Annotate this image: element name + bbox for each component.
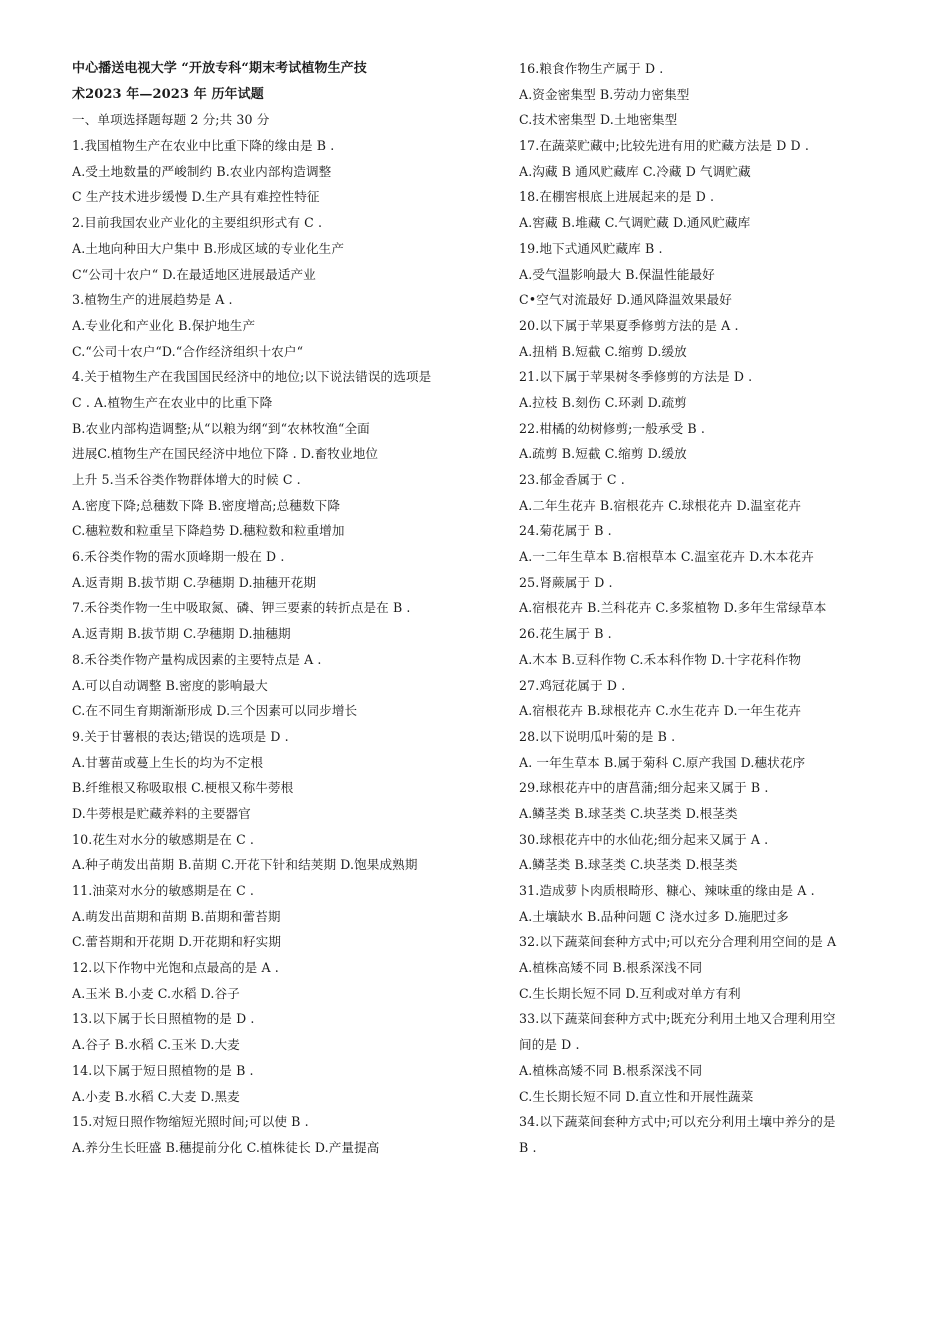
right-column [519, 56, 889, 1161]
text-line: A.谷子 B.水稻 C.玉米 D.大麦 [72, 1037, 240, 1053]
text-line: 13.以下属于长日照植物的是 D . [72, 1011, 255, 1027]
text-line: C“公司十农户“ D.在最适地区进展最适产业 [72, 266, 316, 282]
text-line: 11.油菜对水分的敏感期是在 C . [72, 883, 255, 898]
text-line: D.牛蒡根是贮藏养料的主要器官 [72, 805, 251, 821]
text-line: 33.以下蔬菜间套种方式中;既充分利用土地又合理利用空 [519, 1011, 836, 1027]
text-line: 20.以下属于苹果夏季修剪方法的是 A . [519, 317, 739, 333]
text-line: 22.柑橘的幼树修剪;一般承受 B . [519, 420, 705, 436]
text-line: A.玉米 B.小麦 C.水稻 D.谷子 [72, 985, 240, 1001]
text-line: C.蕾苔期和开花期 D.开花期和籽实期 [72, 934, 282, 950]
text-line: A.沟藏 B 通风贮藏库 C.冷藏 D 气调贮藏 [519, 163, 751, 179]
text-line: 8.禾谷类作物产量构成因素的主要特点是 A . [72, 651, 322, 667]
text-line: 32.以下蔬菜间套种方式中;可以充分合理利用空间的是 A [519, 934, 837, 950]
text-line: A.受土地数量的严峻制约 B.农业内部构造调整 [72, 163, 332, 179]
text-line: A.窖藏 B.堆藏 C.气调贮藏 D.通风贮藏库 [519, 215, 751, 231]
text-line: 29.球根花卉中的唐菖蒲;细分起来又属于 B . [519, 780, 769, 796]
text-line: 进展C.植物生产在国民经济中地位下降 . D.畜牧业地位 [72, 446, 379, 462]
text-line: A.一二年生草本 B.宿根草本 C.温室花卉 D.木本花卉 [519, 549, 814, 565]
text-line: C . A.植物生产在农业中的比重下降 [72, 394, 273, 410]
text-line: 31.造成萝卜肉质根畸形、糠心、辣味重的缘由是 A . [519, 883, 815, 898]
text-line: 12.以下作物中光饱和点最高的是 A . [72, 960, 279, 976]
text-line: 间的是 D . [519, 1037, 580, 1053]
text-line: A.土地向种田大户集中 B.形成区域的专业化生产 [72, 240, 345, 256]
text-line: 4.关于植物生产在我国国民经济中的地位;以下说法错误的选项是 [72, 369, 432, 385]
text-line: C.技术密集型 D.土地密集型 [519, 112, 678, 128]
text-line: A.宿根花卉 B.兰科花卉 C.多浆植物 D.多年生常绿草本 [519, 600, 827, 616]
text-line: 24.菊花属于 B . [519, 523, 612, 539]
text-line: C.“公司十农户“D.“合作经济组织十农户“ [72, 343, 304, 359]
text-line: A.专业化和产业化 B.保护地生产 [72, 317, 256, 333]
text-line: 30.球根花卉中的水仙花;细分起来又属于 A . [519, 831, 769, 847]
text-line: A. 一年生草本 B.属于菊科 C.原产我国 D.穗状花序 [519, 754, 806, 770]
text-line: A.拉枝 B.刻伤 C.环剥 D.疏剪 [519, 394, 687, 410]
text-line: C.穗粒数和粒重呈下降趋势 D.穗粒数和粒重增加 [72, 523, 345, 539]
text-line: B.纤维根又称吸取根 C.梗根又称牛蒡根 [72, 780, 294, 796]
text-line: A.扭梢 B.短截 C.缩剪 D.缓放 [519, 343, 687, 359]
text-line: A.萌发出苗期和苗期 B.苗期和蕾苔期 [72, 908, 281, 924]
text-line: A.甘薯苗或蔓上生长的均为不定根 [72, 754, 264, 770]
document-title-line: 中心播送电视大学 “开放专科“期末考试植物生产技 [72, 61, 367, 76]
text-line: 3.植物生产的进展趋势是 A . [72, 292, 233, 308]
text-line: A.资金密集型 B.劳动力密集型 [519, 86, 690, 102]
text-line: 28.以下说明瓜叶菊的是 B . [519, 728, 676, 744]
text-line: C.在不同生育期渐渐形成 D.三个因素可以同步增长 [72, 703, 358, 719]
text-line: 2.目前我国农业产业化的主要组织形式有 C . [72, 215, 323, 231]
text-line: 25.肾蕨属于 D . [519, 574, 613, 590]
text-line: A.宿根花卉 B.球根花卉 C.水生花卉 D.一年生花卉 [519, 703, 802, 719]
left-column [72, 56, 490, 1161]
text-line: B.农业内部构造调整;从“以粮为纲“到“农林牧渔“全面 [72, 420, 370, 436]
text-line: 19.地下式通风贮藏库 B . [519, 240, 663, 256]
text-line: 9.关于甘薯根的表达;错误的选项是 D . [72, 728, 289, 744]
text-line: C.生长期长短不同 D.直立性和开展性蔬菜 [519, 1088, 754, 1104]
text-line: 10.花生对水分的敏感期是在 C . [72, 831, 255, 847]
text-line: A.小麦 B.水稻 C.大麦 D.黑麦 [72, 1088, 240, 1104]
text-line: 一、单项选择题每题 2 分;共 30 分 [72, 112, 270, 128]
text-line: A.返青期 B.拔节期 C.孕穗期 D.抽穗期 [72, 626, 291, 642]
text-line: 17.在蔬菜贮藏中;比较先进有用的贮藏方法是 D D . [519, 138, 809, 154]
text-line: C 生产技术进步缓慢 D.生产具有难控性特征 [72, 189, 320, 205]
text-line: 21.以下属于苹果树冬季修剪的方法是 D . [519, 369, 753, 385]
text-line: 23.郁金香属于 C . [519, 472, 625, 487]
text-line: 14.以下属于短日照植物的是 B . [72, 1062, 254, 1078]
text-line: 上升 5.当禾谷类作物群体增大的时候 C . [72, 472, 301, 487]
text-line: 16.粮食作物生产属于 D . [519, 61, 664, 76]
text-line: A.鳞茎类 B.球茎类 C.块茎类 D.根茎类 [519, 857, 738, 873]
text-line: A.木本 B.豆科作物 C.禾本科作物 D.十字花科作物 [519, 651, 802, 667]
text-line: A.疏剪 B.短截 C.缩剪 D.缓放 [519, 446, 687, 462]
text-line: 27.鸡冠花属于 D . [519, 677, 626, 693]
text-line: A.返青期 B.拔节期 C.孕穗期 D.抽穗开花期 [72, 574, 317, 590]
text-line: 18.在棚窖根底上进展起来的是 D . [519, 189, 715, 205]
text-line: A.种子萌发出苗期 B.苗期 C.开花下针和结荚期 D.饱果成熟期 [72, 857, 418, 873]
text-line: 34.以下蔬菜间套种方式中;可以充分利用土壤中养分的是 [519, 1114, 836, 1130]
text-line: A.养分生长旺盛 B.穗提前分化 C.植株徒长 D.产量提高 [72, 1139, 380, 1155]
document-title-line: 术2023 年—2023 年 历年试题 [72, 86, 264, 102]
text-line: C•空气对流最好 D.通风降温效果最好 [519, 292, 732, 308]
text-line: 1.我国植物生产在农业中比重下降的缘由是 B . [72, 138, 335, 154]
text-line: 26.花生属于 B . [519, 626, 612, 642]
text-line: 7.禾谷类作物一生中吸取氮、磷、钾三要素的转折点是在 B . [72, 600, 411, 616]
text-line: A.可以自动调整 B.密度的影响最大 [72, 677, 268, 693]
text-line: A.鳞茎类 B.球茎类 C.块茎类 D.根茎类 [519, 805, 738, 821]
text-line: A.植株高矮不同 B.根系深浅不同 [519, 1062, 703, 1078]
text-line: A.土壤缺水 B.品种问题 C 浇水过多 D.施肥过多 [519, 908, 789, 924]
text-line: A.植株高矮不同 B.根系深浅不同 [519, 960, 703, 976]
text-line: B . [519, 1139, 537, 1155]
text-line: 6.禾谷类作物的需水顶峰期一般在 D . [72, 549, 285, 565]
text-line: 15.对短日照作物缩短光照时间;可以使 B . [72, 1114, 309, 1130]
text-line: A.二年生花卉 B.宿根花卉 C.球根花卉 D.温室花卉 [519, 497, 802, 513]
text-line: A.密度下降;总穗数下降 B.密度增高;总穗数下降 [72, 497, 341, 513]
text-line: A.受气温影响最大 B.保温性能最好 [519, 266, 715, 282]
text-line: C.生长期长短不同 D.互利或对单方有利 [519, 985, 741, 1001]
